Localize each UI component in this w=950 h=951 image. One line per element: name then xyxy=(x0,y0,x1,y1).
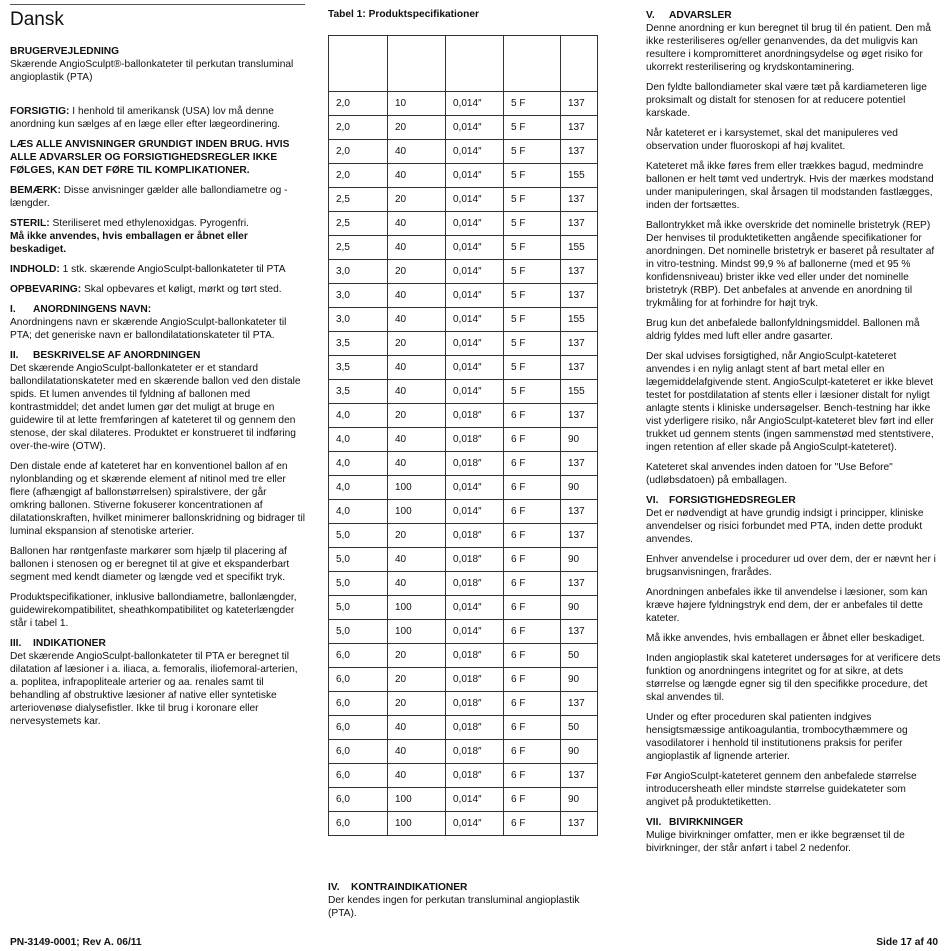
table-row xyxy=(329,140,598,164)
table-cell: 6 F xyxy=(504,572,561,596)
table-cell: 6 F xyxy=(504,764,561,788)
table-cell: 0,018″ xyxy=(446,668,504,692)
section-5-paragraph-5: Ballontrykket må ikke overskride det nominelle bristetryk (REP) Der henvises til produktetiketten angående specifikationer for anordningen. Det nominelle bristetryk er baseret på resultater af in vitro-testning. Mindst 99,9 % af ballonerne (med et 95 % konfidensniveau) brister ikke ved eller under det nominelle bristetryk (RBP). Det anbefales at anvende en anordning til trykmåling for at forhindre for højt tryk. xyxy=(646,220,935,309)
table-header-cell xyxy=(504,36,561,92)
table-cell: 137 xyxy=(561,284,598,308)
table-cell: 5 F xyxy=(504,164,561,188)
table-cell: 5,0 xyxy=(329,548,388,572)
table-row xyxy=(329,380,598,404)
table-cell: 3,0 xyxy=(329,284,388,308)
table-cell: 0,018″ xyxy=(446,452,504,476)
table-cell: 137 xyxy=(561,812,598,836)
table-cell: 137 xyxy=(561,572,598,596)
table-row xyxy=(329,812,598,836)
table-cell: 3,5 xyxy=(329,380,388,404)
table-cell: 2,0 xyxy=(329,116,388,140)
table-cell: 50 xyxy=(561,644,598,668)
table-row xyxy=(329,524,598,548)
contents-label: INDHOLD: xyxy=(10,264,60,275)
note-text: Disse anvisninger gælder alle ballondiametre og -længder. xyxy=(10,185,288,209)
table-cell: 2,0 xyxy=(329,92,388,116)
table-cell: 137 xyxy=(561,404,598,428)
table-cell: 40 xyxy=(388,740,446,764)
table-cell: 137 xyxy=(561,332,598,356)
table-cell: 137 xyxy=(561,260,598,284)
table-cell: 0,014″ xyxy=(446,92,504,116)
table-cell: 4,0 xyxy=(329,500,388,524)
table-cell: 90 xyxy=(561,476,598,500)
table-cell: 155 xyxy=(561,236,598,260)
table-cell: 20 xyxy=(388,116,446,140)
table-cell: 0,018″ xyxy=(446,644,504,668)
section-5-paragraph-7: Der skal udvises forsigtighed, når AngioSculpt-kateteret anvendes i en nylig anlagt stent af bart metal eller en lægemiddelafgivende stent. AngioSculpt-kateteret er ikke blevet testet for postdilatation af stents eller i læsioner distalt for nyligt anlagte stents i kliniske undersøgelser. Bench-testning har ikke vist yderligere risiko, når AngioSculpt-kateteret blev ført ind eller trukket ud gennem stents (ingen sammenstød med stentstivere, ingen retention af eller skade på AngioSculpt-kateteret). xyxy=(646,351,934,453)
table-cell: 137 xyxy=(561,500,598,524)
table-cell: 6 F xyxy=(504,452,561,476)
section-5-heading: V. ADVARSLER xyxy=(646,10,732,21)
sterile-label: STERIL: xyxy=(10,218,50,229)
table-cell: 90 xyxy=(561,668,598,692)
table-cell: 0,014″ xyxy=(446,596,504,620)
section-1-text: Anordningens navn er skærende AngioSculpt-ballonkateter til PTA; det generiske navn er ballondilatationskateter til PTA. xyxy=(10,317,287,341)
table-row xyxy=(329,668,598,692)
table-cell: 20 xyxy=(388,692,446,716)
section-2-paragraph-4: Produktspecifikationer, inklusive ballondiametre, ballonlængder, guidewirekompatibilitet, sheathkompatibilitet og kateterlængder står i tabel 1. xyxy=(10,592,297,629)
table-row xyxy=(329,260,598,284)
table-cell: 3,5 xyxy=(329,356,388,380)
section-4-text: Der kendes ingen for perkutan transluminal angioplastik (PTA). xyxy=(328,895,580,919)
right-column xyxy=(646,9,941,862)
table-cell: 6 F xyxy=(504,428,561,452)
note-label: BEMÆRK: xyxy=(10,185,61,196)
table-cell: 90 xyxy=(561,788,598,812)
title-rule xyxy=(10,4,305,5)
table-cell: 40 xyxy=(388,716,446,740)
table-cell: 40 xyxy=(388,380,446,404)
table-cell: 90 xyxy=(561,428,598,452)
table-cell: 0,018″ xyxy=(446,404,504,428)
section-6-paragraph-2: Enhver anvendelse i procedurer ud over dem, der er nævnt her i brugsanvisningen, frarådes. xyxy=(646,554,936,578)
table-cell: 0,014″ xyxy=(446,188,504,212)
table-cell: 0,018″ xyxy=(446,764,504,788)
table-cell: 40 xyxy=(388,428,446,452)
table-header-cell xyxy=(446,36,504,92)
section-5-paragraph-3: Når kateteret er i karsystemet, skal det manipuleres ved observation under fluoroskopi af høj kvalitet. xyxy=(646,128,898,152)
table-cell: 155 xyxy=(561,164,598,188)
table-cell: 90 xyxy=(561,596,598,620)
table-cell: 6 F xyxy=(504,740,561,764)
table-cell: 10 xyxy=(388,92,446,116)
section-2-paragraph-3: Ballonen har røntgenfaste markører som hjælp til placering af ballonen i stenosen og er beregnet til at give et ekspanderbart segment med kendt diameter og længde ved et specifikt tryk. xyxy=(10,546,290,583)
sterile-paragraph xyxy=(10,217,305,256)
table-cell: 6,0 xyxy=(329,812,388,836)
table-cell: 50 xyxy=(561,716,598,740)
table-cell: 0,018″ xyxy=(446,692,504,716)
caution-paragraph xyxy=(10,105,305,131)
section-1-heading: I. ANORDNINGENS NAVN: xyxy=(10,304,152,315)
table-row xyxy=(329,356,598,380)
table-cell: 137 xyxy=(561,692,598,716)
table-row xyxy=(329,188,598,212)
table-cell: 0,014″ xyxy=(446,260,504,284)
table-cell: 5,0 xyxy=(329,620,388,644)
table-cell: 40 xyxy=(388,452,446,476)
table-row xyxy=(329,716,598,740)
table-cell: 5 F xyxy=(504,308,561,332)
table-cell: 100 xyxy=(388,596,446,620)
table-row xyxy=(329,644,598,668)
table-cell: 2,0 xyxy=(329,164,388,188)
caution-label: FORSIGTIG: xyxy=(10,106,70,117)
table-cell: 20 xyxy=(388,188,446,212)
table-row xyxy=(329,788,598,812)
table-cell: 6 F xyxy=(504,644,561,668)
section-2-heading: II. BESKRIVELSE AF ANORDNINGEN xyxy=(10,350,201,361)
table-row xyxy=(329,692,598,716)
section-6-paragraph-3: Anordningen anbefales ikke til anvendelse i læsioner, som kan kræve højere fyldningstryk end dem, der er anbefales til dette kateter. xyxy=(646,587,928,624)
table-cell: 6 F xyxy=(504,692,561,716)
storage-paragraph xyxy=(10,283,305,296)
table-header-row xyxy=(329,36,598,92)
table-cell: 6,0 xyxy=(329,692,388,716)
table-cell: 2,5 xyxy=(329,188,388,212)
table-row xyxy=(329,476,598,500)
table-header-cell xyxy=(388,36,446,92)
table-cell: 0,014″ xyxy=(446,236,504,260)
table-cell: 5 F xyxy=(504,116,561,140)
table-cell: 5 F xyxy=(504,188,561,212)
table-cell: 20 xyxy=(388,404,446,428)
table-cell: 137 xyxy=(561,620,598,644)
section-6-paragraph-5: Inden angioplastik skal kateteret undersøges for at verificere dets funktion og anordningens integritet og for at sikre, at dets størrelse og længde egner sig til den specifikke procedure, det skal anvendes til. xyxy=(646,653,941,703)
table-cell: 6 F xyxy=(504,476,561,500)
table-cell: 5,0 xyxy=(329,572,388,596)
table-row xyxy=(329,740,598,764)
table-row xyxy=(329,308,598,332)
table-cell: 0,014″ xyxy=(446,476,504,500)
table-cell: 155 xyxy=(561,308,598,332)
section-6-paragraph-6: Under og efter proceduren skal patienten indgives hensigtsmæssige antikoagulantia, trombocythæmmere og vasodilatorer i henhold til institutionens praksis for perifer angioplastik af lignende arterier. xyxy=(646,712,908,762)
table-cell: 0,018″ xyxy=(446,548,504,572)
table-cell: 0,014″ xyxy=(446,308,504,332)
table-cell: 0,014″ xyxy=(446,620,504,644)
table-row xyxy=(329,428,598,452)
table-cell: 5,0 xyxy=(329,524,388,548)
section-3-heading: III. INDIKATIONER xyxy=(10,638,106,649)
table-cell: 0,014″ xyxy=(446,212,504,236)
table-cell: 5 F xyxy=(504,356,561,380)
table-row xyxy=(329,116,598,140)
caution-text: I henhold til amerikansk (USA) lov må denne anordning kun sælges af en læge eller efter lægeordinering. xyxy=(10,106,281,130)
section-5-paragraph-6: Brug kun det anbefalede ballonfyldningsmiddel. Ballonen må aldrig fyldes med luft eller andre gasarter. xyxy=(646,318,920,342)
language-heading: Dansk xyxy=(10,9,64,30)
table-cell: 4,0 xyxy=(329,476,388,500)
table-cell: 6 F xyxy=(504,404,561,428)
section-2-paragraph-1: Det skærende AngioSculpt-ballonkateter er et standard ballondilatationskateter med en skærende ballon ved den distale spids. Et lumen anvendes til fyldning af ballonen med kontrastmiddel; det andet lumen gør det muligt at bruge en guidewire til at lette fremføringen af kateteret til og gennem den stenose, der skal dilateres. Produktet er konstrueret til indføring over-the-wire (OTW). xyxy=(10,363,301,452)
table-cell: 100 xyxy=(388,476,446,500)
table-cell: 0,014″ xyxy=(446,332,504,356)
table-cell: 5 F xyxy=(504,92,561,116)
table-cell: 20 xyxy=(388,260,446,284)
note-paragraph xyxy=(10,184,305,210)
section-7-heading: VII. BIVIRKNINGER xyxy=(646,817,744,828)
table-cell: 6 F xyxy=(504,668,561,692)
section-6-paragraph-7: Før AngioSculpt-kateteret gennem den anbefalede størrelse introducersheath eller mindste størrelse guidekateter som angivet på produktetiketten. xyxy=(646,771,917,808)
table-cell: 6,0 xyxy=(329,716,388,740)
table-row xyxy=(329,620,598,644)
table-cell: 0,018″ xyxy=(446,524,504,548)
table-cell: 100 xyxy=(388,788,446,812)
table-cell: 100 xyxy=(388,500,446,524)
table-cell: 40 xyxy=(388,308,446,332)
section-3-text: Det skærende AngioSculpt-ballonkateter til PTA er beregnet til dilatation af læsioner i a. iliaca, a. femoralis, iliofemoral-arterien, a. poplitea, infrapopliteale arterier og aa. renales samt til behandling af obstruktive læsioner af native eller syntetiske arteriovenøse dialysefistler. Ikke til brug i koronare eller nervesystemets kar. xyxy=(10,651,298,727)
table-cell: 0,018″ xyxy=(446,572,504,596)
table-cell: 6 F xyxy=(504,548,561,572)
table-cell: 3,0 xyxy=(329,308,388,332)
table-cell: 40 xyxy=(388,236,446,260)
table-row xyxy=(329,596,598,620)
table-cell: 40 xyxy=(388,284,446,308)
contents-paragraph xyxy=(10,263,305,276)
table-cell: 155 xyxy=(561,380,598,404)
table-cell: 4,0 xyxy=(329,452,388,476)
middle-column xyxy=(328,9,598,927)
table-cell: 40 xyxy=(388,164,446,188)
table-cell: 20 xyxy=(388,524,446,548)
table-cell: 6 F xyxy=(504,596,561,620)
table-cell: 40 xyxy=(388,212,446,236)
table-cell: 40 xyxy=(388,764,446,788)
section-5-paragraph-8: Kateteret skal anvendes inden datoen for "Use Before" (udløbsdatoen) på emballagen. xyxy=(646,462,893,486)
table-row xyxy=(329,212,598,236)
table-cell: 137 xyxy=(561,452,598,476)
table-cell: 137 xyxy=(561,116,598,140)
table-cell: 5 F xyxy=(504,284,561,308)
table-cell: 20 xyxy=(388,668,446,692)
table-row xyxy=(329,332,598,356)
sterile-text: Steriliseret med ethylenoxidgas. Pyrogenfri. xyxy=(52,218,249,229)
table-cell: 40 xyxy=(388,572,446,596)
table-cell: 0,014″ xyxy=(446,500,504,524)
section-4-heading: IV. KONTRAINDIKATIONER xyxy=(328,882,468,893)
table-row xyxy=(329,452,598,476)
footer-page-number: Side 17 af 40 xyxy=(876,937,938,948)
table-row xyxy=(329,236,598,260)
table-cell: 137 xyxy=(561,524,598,548)
table-cell: 4,0 xyxy=(329,404,388,428)
table-cell: 0,018″ xyxy=(446,740,504,764)
table-cell: 0,014″ xyxy=(446,140,504,164)
table-row xyxy=(329,92,598,116)
section-6-heading: VI. FORSIGTIGHEDSREGLER xyxy=(646,495,796,506)
section-6-paragraph-1: Det er nødvendigt at have grundig indsigt i principper, kliniske anvendelser og risici forbundet med PTA, inden dette produkt anvendes. xyxy=(646,508,924,545)
table-cell: 40 xyxy=(388,548,446,572)
contents-text: 1 stk. skærende AngioSculpt-ballonkateter til PTA xyxy=(62,264,286,275)
storage-text: Skal opbevares et køligt, mørkt og tørt sted. xyxy=(83,284,282,295)
table-cell: 5 F xyxy=(504,140,561,164)
table-row xyxy=(329,500,598,524)
table-row xyxy=(329,284,598,308)
table-cell: 137 xyxy=(561,356,598,380)
table-cell: 6,0 xyxy=(329,740,388,764)
table-cell: 40 xyxy=(388,140,446,164)
table-cell: 6,0 xyxy=(329,788,388,812)
sterile-warning: Må ikke anvendes, hvis emballagen er åbnet eller beskadiget. xyxy=(10,231,248,255)
table-cell: 5 F xyxy=(504,380,561,404)
table-cell: 90 xyxy=(561,548,598,572)
storage-label: OPBEVARING: xyxy=(10,284,82,295)
table-cell: 6,0 xyxy=(329,668,388,692)
table-cell: 5 F xyxy=(504,260,561,284)
section-2-paragraph-2: Den distale ende af kateteret har en konventionel ballon af en nylonblanding og et skærende element af nitinol med tre eller flere (afhængigt af ballonstørrelsen) spiralstivere, der går omkring ballonen. Stiverne fokuserer koncentrationen af dilatationskraften, hvilket minimerer ballonskridning og bidrager til luminal ekspansion af stenotiske arterier. xyxy=(10,461,306,537)
table-cell: 2,0 xyxy=(329,140,388,164)
table-cell: 137 xyxy=(561,764,598,788)
table-cell: 5,0 xyxy=(329,596,388,620)
table-row xyxy=(329,572,598,596)
table-cell: 100 xyxy=(388,812,446,836)
table-cell: 0,014″ xyxy=(446,284,504,308)
table-row xyxy=(329,764,598,788)
table-cell: 0,018″ xyxy=(446,716,504,740)
table-title: Tabel 1: Produktspecifikationer xyxy=(328,9,479,20)
table-cell: 137 xyxy=(561,188,598,212)
table-cell: 3,5 xyxy=(329,332,388,356)
table-cell: 5 F xyxy=(504,212,561,236)
table-cell: 0,014″ xyxy=(446,116,504,140)
table-cell: 137 xyxy=(561,92,598,116)
table-row xyxy=(329,404,598,428)
table-cell: 40 xyxy=(388,356,446,380)
table-cell: 5 F xyxy=(504,332,561,356)
section-5-paragraph-4: Kateteret må ikke føres frem eller trækkes bagud, medmindre ballonen er helt tømt ved undertryk. Hvis der mærkes modstand under manipuleringen, skal årsagen til modstanden fastlægges, inden der fortsættes. xyxy=(646,161,934,211)
table-cell: 3,0 xyxy=(329,260,388,284)
table-cell: 6,0 xyxy=(329,764,388,788)
table-cell: 6 F xyxy=(504,812,561,836)
table-cell: 0,014″ xyxy=(446,356,504,380)
table-row xyxy=(329,548,598,572)
table-cell: 0,018″ xyxy=(446,428,504,452)
table-cell: 5 F xyxy=(504,236,561,260)
table-cell: 20 xyxy=(388,644,446,668)
table-cell: 6 F xyxy=(504,524,561,548)
section-6-paragraph-4: Må ikke anvendes, hvis emballagen er åbnet eller beskadiget. xyxy=(646,633,925,644)
table-cell: 6 F xyxy=(504,500,561,524)
table-cell: 0,014″ xyxy=(446,788,504,812)
table-cell: 4,0 xyxy=(329,428,388,452)
table-cell: 2,5 xyxy=(329,236,388,260)
table-row xyxy=(329,164,598,188)
table-cell: 6 F xyxy=(504,620,561,644)
table-cell: 20 xyxy=(388,332,446,356)
table-header-cell xyxy=(561,36,598,92)
table-cell: 137 xyxy=(561,212,598,236)
left-column xyxy=(10,4,305,735)
table-cell: 0,014″ xyxy=(446,812,504,836)
table-header-cell xyxy=(329,36,388,92)
table-cell: 0,014″ xyxy=(446,164,504,188)
section-5-paragraph-1: Denne anordning er kun beregnet til brug til én patient. Den må ikke resteriliseres og/eller genanvendes, da det muligvis kan resultere i kompromitteret anordningsydelse og øget risiko for ukorrekt resterilisering og krydskontaminering. xyxy=(646,23,931,73)
table-cell: 6 F xyxy=(504,716,561,740)
footer-part-number: PN-3149-0001; Rev A. 06/11 xyxy=(10,937,142,948)
section-7-paragraph-1: Mulige bivirkninger omfatter, men er ikke begrænset til de bivirkninger, der står anført i tabel 2 nedenfor. xyxy=(646,830,905,854)
table-cell: 0,014″ xyxy=(446,380,504,404)
table-cell: 2,5 xyxy=(329,212,388,236)
table-cell: 6,0 xyxy=(329,644,388,668)
table-cell: 137 xyxy=(561,140,598,164)
product-spec-table xyxy=(328,35,598,836)
instructions-subtitle: Skærende AngioSculpt®-ballonkateter til perkutan transluminal angioplastik (PTA) xyxy=(10,59,294,83)
read-all-warning: LÆS ALLE ANVISNINGER GRUNDIGT INDEN BRUG. HVIS ALLE ADVARSLER OG FORSIGTIGHEDSREGLER IKKE FØLGES, KAN DET FØRE TIL KOMPLIKATIONER. xyxy=(10,139,290,176)
table-cell: 90 xyxy=(561,740,598,764)
table-cell: 6 F xyxy=(504,788,561,812)
section-5-paragraph-2: Den fyldte ballondiameter skal være tæt på kardiameteren lige proksimalt og distalt for stenosen for at reducere potentiel karskade. xyxy=(646,82,927,119)
table-cell: 100 xyxy=(388,620,446,644)
instructions-heading: BRUGERVEJLEDNING xyxy=(10,46,120,57)
